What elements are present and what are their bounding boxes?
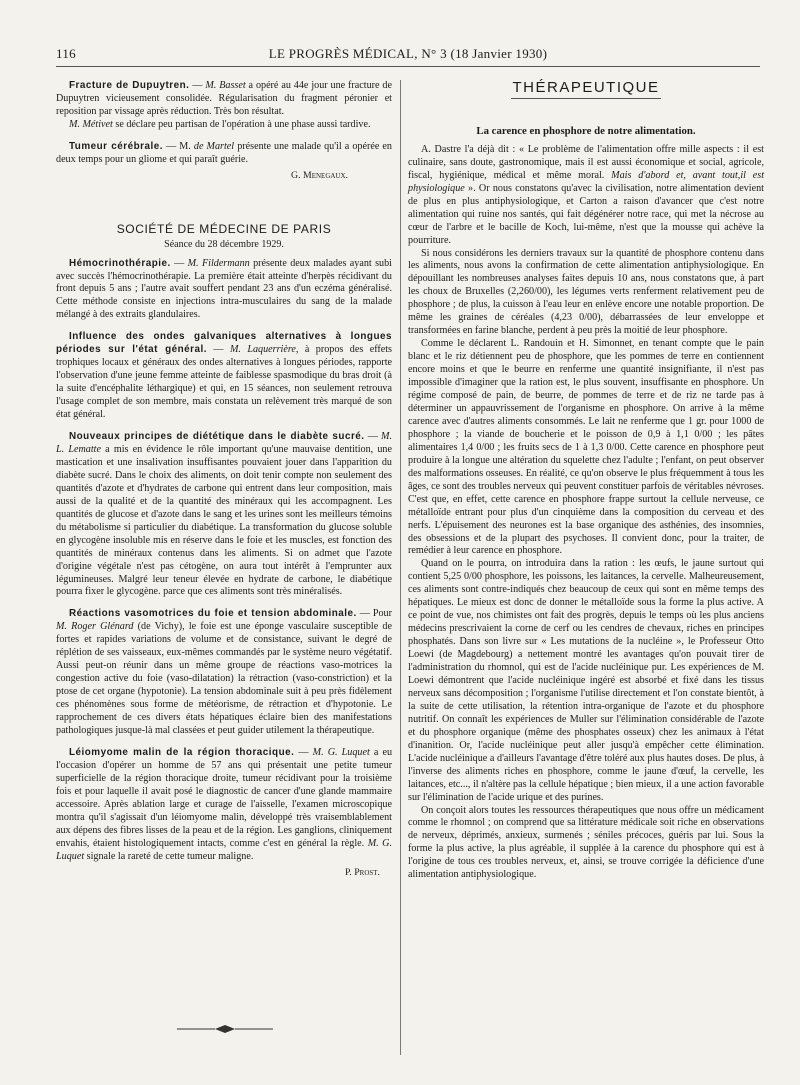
page-number: 116 (56, 46, 76, 61)
paragraph-randouin: Comme le déclarent L. Randouin et H. Simonnet, en tenant compte que le pain blanc et le riz détiennent peu de phosphore, que les pommes de terre en contiennent encore moins et que le beurre en renferme une quantité insignifiante, il n'est pas impossible d'imaginer que la ration est, le plus souvent, insuffisante en phosphore. Un régime composé de pain, de beurre, de pommes de terre et de riz ne tarde pas à déterminer un appauvrissement de l'organisme en phosphore. On arrive à la même carence avec d'autres aliments consommés. Le lait ne renferme que 1 gr. pour 1000 de phosphore ; la viande de boucherie et le poisson de 0,9 à 1,1 0/00 ; les pâtes alimentaires 1,4 0/00 ; les fruits secs de 1 à 1,3 0/00. Cette carence en phosphore peut produire à la longue une altération du squelette chez l'adulte ; l'enfant, on peut observer des malformations osseuses. En réalité, ce qu'on observe le plus fréquemment à tous les âges, ce sont des troubles nerveux qui peuvent constituer parfois de véritables névroses. C'est que, en effet, cette carence en phosphore frappe surtout la cellule nerveuse, ce métalloïde entrant pour plus d'un cinquième dans la composition du cerveau et des nerfs. L'épuisement des neurones est la base organique des asthénies, des insomnies, des obsessions et de la plupart des psychoses. Il convient donc, pour la traiter, de remédier à leur carence en phosphore. (408, 338, 764, 557)
article-title: La carence en phosphore de notre alimentation. (476, 124, 696, 137)
paragraph-text: , à propos des effets trophiques locaux et généraux des ondes alternatives à longues périodes, rapporte l'observation d'une jeune femme atteinte de faiblesse spasmodique du bras droit (à la suite d'encéphalite léthargique) et qui, en 15 séances, non seulement retrouva l'usage complet de son membre, mais constata un relèvement très marqué de son état général. (56, 344, 392, 421)
left-column (56, 80, 392, 879)
author-name: de Martel (193, 140, 235, 152)
paragraph-text: Pour (372, 608, 392, 620)
paragraph-text: présente une malade qu'il a opérée en deux temps pour un gliome et qui paraît guérie. (56, 140, 392, 165)
run-in-heading: Influence des ondes galvaniques alternatives à longues périodes sur l'état général. (56, 331, 392, 356)
paragraph-text: présente deux malades ayant subi avec succès l'hémocrinothérapie. La première était atteinte d'herpès récidivant du front depuis 5 ans ; l'autre avait souffert pendant 23 ans d'un eczéma généralisé. Cette méthode consiste en injections intra-musculaires du sang de la malade mélangé à des extraits glandulaires. (56, 257, 392, 321)
quote-italic: Mais d'abord et, avant tout,il est physiologique (408, 169, 765, 194)
paragraph-foie: Réactions vasomotrices du foie et tension abdominale. — Pour M. Roger Glénard (de Vichy), le foie est une éponge vasculaire susceptible de fortes et rapides variations de volume et de consistance, suivant le degré de réplétion de ses vaisseaux, eux-mêmes commandés par le système neuro végétatif. Aussi peut-on réunir dans un même groupe de réactions vaso-motrices la congestion active du foie (vaso-dilatation) la rétraction (vaso-constriction) et la ptose de cet organe (hypotonie). La tension abdominale suit à peu près fidèlement ces phénomènes sous forme de météorisme, de rétraction et d'hypotonie. Le rapprochement de ces divers états hépatiques éclaire bien des manifestations pathologiques jusque-là mal classées et peut guider utilement la thérapeutique. (56, 608, 392, 736)
paragraph-text: A. Dastre l'a déjà dit : « Le problème de l'alimentation offre mille aspects : il est culinaire, sans doute, gastronomique, mais il est aussi économique et social, agricole, fiscal, hygiénique, médical et même moral. (408, 143, 764, 181)
session-date: Séance du 28 décembre 1929. (164, 238, 284, 250)
author-name: M. G. Luquet (56, 837, 393, 862)
run-in-heading: Nouveaux principes de diététique dans le diabète sucré. (69, 431, 365, 443)
author-name: M. Fildermann (187, 257, 250, 269)
paragraph-text: a opéré au 44e jour une fracture de Dupuytren vicieusement consolidée. Régularisation du fragment péronier et reposition par vissage après réduction. Très bon résultat. (56, 80, 392, 117)
run-in-heading: Tumeur cérébrale. (69, 140, 163, 152)
paragraph-text: a mis en évidence le rôle important qu'une mauvaise dentition, une mastication et une insalivation insuffisantes pouvaient jouer dans l'apparition du diabète sucré. Dans le choix des aliments, on doit tenir compte non seulement des quantités d'azote et d'hydrates de carbone qui entrent dans leur composition, mais aussi de la qualité et de la quantité des minéraux qui les accompagnent. Les quantités de glucose et d'azote dans le sang et les urines sont les meilleurs témoins du métabolisme si particulier du diabétique. La transformation du glucose soluble en glycogène insoluble mis en réserve dans le foie et les muscles, est fonction des quantités de minéraux contenus dans les aliments. Si on admet que l'azote d'origine végétale n'est pas cétogène, on aura tout intérêt à l'emprunter aux légumineuses. Malgré leur teneur élevée en hydrate de carbone, le diabétique pourra fixer le glycogène. parce que ces aliments sont très minéralisés. (56, 443, 392, 598)
author-name: M. Métivet (69, 118, 113, 130)
section-title: THÉRAPEUTIQUE (511, 82, 661, 99)
author-name: M. Roger Glénard (56, 621, 134, 633)
paragraph-rhomnol: On conçoit alors toutes les ressources thérapeutiques que nous offre un médicament comme le rhomnol ; on comprend que sa littérature médicale soit riche en observations de nerveux, déprimés, anxieux, surmenés ; séniles précoces, guéris par lui. Sous la forme la plus active, la plus agréable, il supplée à la carence du phosphore qui est à l'origine de tous ces troubles nerveux, et, ainsi, se trouve corrigée la déficience d'une alimentation antiphysiologique. (408, 804, 764, 881)
paragraph-travaux: Si nous considérons les derniers travaux sur la quantité de phosphore contenu dans les aliments, nous avons la confirmation de cette alimentation antiphysiologique. En dépouillant les nombreuses analyses faites depuis 10 ans, nous constatons que, à part les choux de Bruxelles (2,260/00), les légumes verts renferment relativement peu de phosphore ; de plus, la cuisson à l'eau leur en enlève encore une notable proportion. De même les graines de céréales (4,23 0/00), débarrassées de leur enveloppe et transformées en farine blanche, perdent à peu près la moitié de leur phosphore. (408, 247, 764, 337)
end-ornament (175, 1024, 275, 1034)
paragraph-ration: Quand on le pourra, on introduira dans la ration : les œufs, le jaune surtout qui contient 5,25 0/00 phosphore, les poissons, les laitances, la cervelle. Malheureusement, ces aliments sont contre-indiqués chez beaucoup de ceux qui sont en même temps des hépatiques. Le mieux est donc de donner le métalloïde sous la forme la plus active. A ce point de vue, nos chimistes ont fait des progrès, depuis le temps où les plus anciens médecins prescrivaient la corne de cerf ou les cendres de chevaux, riches en principes phosphatés. Dans son livre sur « Les mutations de la nucléine », le Professeur Otto Loewi (de Magdebourg) a nettement montré les avantages qu'on pouvait tirer de l'administration du rhomnol, qui est de l'acide nucléinique pur. Les expériences de M. Loewi démontrent que l'acide nucléinique ingéré est absorbé et fixé dans les tissus nerveux sans décomposition ; l'organisme l'utilise directement et l'on constate bientôt, à la suite de cette utilisation, la rétention intra-organique de l'azote et du phosphore nutritif. On connaît les expériences de Muller sur l'élimination considérable de l'azote et du phosphore organique (même des phosphates osseux) chez les animaux à l'état d'inanition. Or, l'acide nucléinique peut aller jusqu'à empêcher cette élimination. L'acide nucléinique a d'ailleurs l'avantage d'être toléré aux plus hautes doses. De plus, à l'inverse des aliments riches en phosphore, comme le jaune d'œuf, la cervelle, les laitances, etc..., il n'altère pas la cellule hépatique ; bien mieux, il a une action favorable sur l'élimination de l'acide urique et des purines. (408, 558, 764, 803)
run-in-heading: Hémocrinothérapie. (69, 257, 171, 269)
right-column (408, 80, 764, 882)
run-in-heading: Léiomyome malin de la région thoracique. (69, 746, 295, 758)
paragraph-text: a eu l'occasion d'opérer un homme de 57 ans qui présentait une petite tumeur superficielle de la région thoracique droite, tumeur récidivant pour la troisième fois et pour laquelle il avait posé le diagnostic de cancer d'une glande mammaire accessoire. Après ablation large et curage de l'aisselle, l'examen microscopique montra qu'il s'agissait d'un léiomyome malin, développé très vraisemblablement aux dépens des fibres lisses de la peau et de la région. Les ganglions, cliniquement envahis, étaient histologiquement intacts, comme c'est en général la règle. (56, 746, 393, 849)
author-name: M. Laquerrière (229, 344, 296, 356)
column-divider (400, 80, 401, 1055)
paragraph-diabete: Nouveaux principes de diététique dans le diabète sucré. — M. L. Lematte a mis en évidence le rôle important qu'une mauvaise dentition, une mastication et une insalivation insuffisantes pouvaient jouer dans l'apparition du diabète sucré. Dans le choix des aliments, on doit tenir compte non seulement des quantités d'azote et d'hydrates de carbone qui entrent dans leur composition, mais aussi de la qualité et de la quantité des minéraux qui les accompagnent. Les quantités de glucose et d'azote dans le sang et les urines sont les meilleurs témoins du métabolisme si particulier du diabétique. La transformation du glucose soluble en glycogène insoluble mis en réserve dans le foie et les muscles, est fonction des quantités de minéraux contenus dans les aliments. Si on admet que l'azote d'origine végétale n'est pas cétogène, on aura tout intérêt à l'emprunter aux légumineuses. Malgré leur teneur élevée en hydrate de carbone, le diabétique pourra fixer le glycogène. parce que ces aliments sont très minéralisés. (56, 431, 393, 598)
signature: G. Menegaux. (291, 169, 348, 181)
paragraph-fracture: Fracture de Dupuytren. — M. Basset a opéré au 44e jour une fracture de Dupuytren vicieusement consolidée. Régularisation du fragment péronier et reposition par vissage après réduction. Très bon résultat. (56, 80, 392, 117)
paragraph-text: ». Or nous constatons qu'avec la civilisation, notre alimentation devient de plus en plus antiphysiologique, et Carton a raison d'avancer que c'est notre alimentation qui ruine nos santés, qui fait dégénérer notre race, qui met la nécrose au cœur de l'arbre et le bacille de Koch, lui-même, n'est que la mousse qui achève la pourriture. (408, 182, 764, 246)
paragraph-hemocrino: Hémocrinothérapie. — M. Fildermann présente deux malades ayant subi avec succès l'hémocrinothérapie. La première était atteinte d'herpès récidivant du front depuis 5 ans ; l'autre avait souffert pendant 23 ans d'un eczéma généralisé. Cette méthode consiste en injections intra-musculaires du sang de la malade mélangé à des extraits glandulaires. (56, 257, 392, 321)
paragraph-tumeur: Tumeur cérébrale. — M. de Martel présente une malade qu'il a opérée en deux temps pour un gliome et qui paraît guérie. (56, 140, 392, 165)
running-head (56, 46, 760, 66)
header-rule (56, 66, 760, 67)
run-in-heading: Fracture de Dupuytren. (69, 80, 190, 91)
author-name: M. Basset (205, 80, 246, 91)
paragraph-dastre (408, 144, 764, 248)
author-name: M. G. Luquet (312, 746, 370, 758)
run-in-heading: Réactions vasomotrices du foie et tension abdominale. (69, 608, 357, 620)
paragraph-ondes: Influence des ondes galvaniques alternatives à longues périodes sur l'état général. — M. Laquerrière, à propos des effets trophiques locaux et généraux des ondes alternatives à longues périodes, rapporte l'observation d'une jeune femme atteinte de faiblesse spasmodique du bras droit (à la suite d'encéphalite léthargique) et qui, en 15 séances, non seulement retrouva l'usage complet de son membre, mais constata un relèvement très marqué de son état général. (56, 331, 392, 421)
paragraph-text: (de Vichy), le foie est une éponge vasculaire susceptible de fortes et rapides variations de volume et de consistance, suivant le degré de réplétion de ses vaisseaux, eux-mêmes commandés par le système neuro végétatif. Aussi peut-on réunir dans un même groupe de réactions vaso-motrices la congestion active du foie (vaso-dilatation) la rétraction (vaso-constriction) et la ptose de cet organe (hypotonie). La tension abdominale suit à peu près fidèlement ces phénomènes sous forme de météorisme, de rétraction et d'hypotonie. Le rapprochement de ces divers états hépatiques éclaire bien des manifestations pathologiques jusque-là mal classées et peut guider utilement la thérapeutique. (56, 621, 392, 736)
author-name: M. L. Lematte (56, 431, 393, 455)
journal-title: LE PROGRÈS MÉDICAL, N° 3 (18 Janvier 1930) (268, 46, 548, 61)
paragraph-text: se déclare peu partisan de l'opération à une phase aussi tardive. (112, 118, 371, 130)
society-title: SOCIÉTÉ DE MÉDECINE DE PARIS (116, 221, 332, 236)
paragraph-metivet (56, 119, 392, 132)
paragraph-leiomyome: Léiomyome malin de la région thoracique. — M. G. Luquet a eu l'occasion d'opérer un homme de 57 ans qui présentait une petite tumeur superficielle de la région thoracique droite, tumeur récidivant pour la troisième fois et pour laquelle il avait posé le diagnostic de cancer d'une glande mammaire accessoire. Après ablation large et curage de l'aisselle, l'examen microscopique montra qu'il s'agissait d'un léiomyome malin, développé très vraisemblablement aux dépens des fibres lisses de la peau et de la région. Les ganglions, cliniquement envahis, étaient histologiquement intacts, comme c'est en général la règle. M. G. Luquet signale la rareté de cette tumeur maligne. (56, 746, 393, 862)
paragraph-text: signale la rareté de cette tumeur maligne. (84, 850, 254, 862)
signature: P. Prost. (344, 866, 380, 878)
